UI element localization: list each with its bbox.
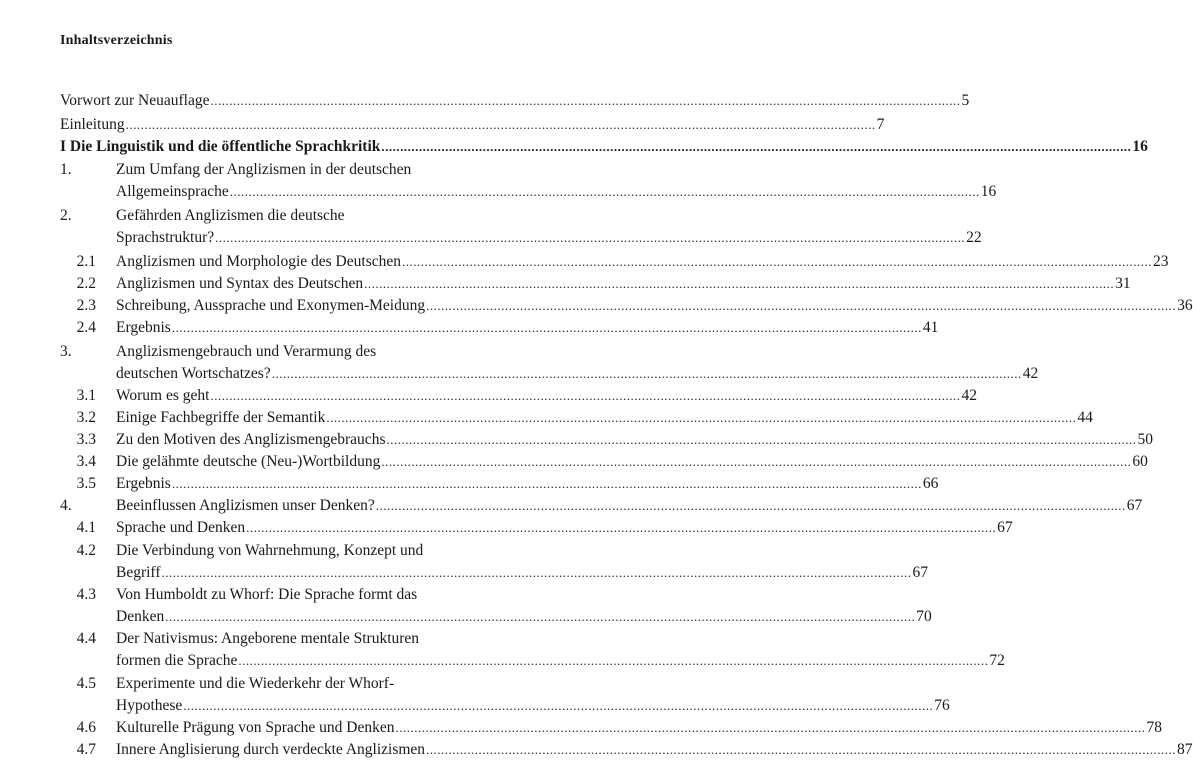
toc-entry-continuation (0, 181, 997, 203)
toc-entry-number: 2.4 (76, 319, 96, 336)
toc-entry[interactable] (0, 717, 1163, 739)
toc-entry-title: formen die Sprache (116, 652, 238, 669)
toc-entry-line (116, 650, 1005, 672)
toc-entry-line (116, 695, 950, 717)
toc-entry-title: Denken (116, 608, 165, 625)
toc-entry[interactable] (0, 739, 1193, 761)
toc-entry-line (116, 341, 496, 363)
dot-leader: ........................................................................................................................................................................................................ (215, 230, 966, 245)
toc-entry[interactable] (0, 584, 560, 606)
toc-entry-page: 78 (1146, 719, 1163, 736)
toc-entry-page: 67 (912, 564, 928, 581)
toc-entry-line (116, 584, 496, 606)
toc-entry-title: Einige Fachbegriffe der Semantik (116, 409, 326, 426)
toc-entry-line (116, 739, 1193, 761)
toc-entry[interactable] (0, 540, 560, 562)
toc-entry-number: 2. (60, 207, 72, 224)
toc-entry-number: 2.3 (76, 297, 96, 314)
toc-entry-number: 4.6 (76, 719, 96, 736)
toc-entry-title: Worum es geht (116, 387, 210, 404)
toc-entry-page: 76 (934, 697, 950, 714)
toc-entry-line (116, 273, 1131, 295)
toc-entry-page: 42 (961, 387, 977, 404)
toc-entry-page: 5 (961, 92, 970, 109)
toc-entry-title: Allgemeinsprache (116, 183, 229, 200)
toc-entry-continuation (0, 606, 932, 628)
toc-entry[interactable] (0, 295, 1193, 317)
toc-entry-page: 31 (1115, 275, 1131, 292)
dot-leader: ........................................................................................................................................................................................................ (326, 410, 1077, 425)
toc-entry-number: 3.5 (76, 475, 96, 492)
toc-entry-number: 1. (60, 161, 72, 178)
toc-entry-line (116, 429, 1153, 451)
toc-entry-line (116, 628, 496, 650)
toc-entry-number: 2.1 (76, 253, 96, 270)
toc-entry-continuation (0, 562, 928, 584)
toc-entry-title: Die gelähmte deutsche (Neu-)Wortbildung (116, 453, 381, 470)
toc-entry-title: deutschen Wortschatzes? (116, 365, 271, 382)
toc-entry-number: 3.3 (76, 431, 96, 448)
toc-entry-line (116, 451, 1148, 473)
toc-entry[interactable] (0, 205, 560, 227)
toc-entry[interactable] (0, 317, 939, 339)
toc-entry-number: 4.1 (76, 519, 96, 536)
toc-entry-title: Die Verbindung von Wahrnehmung, Konzept und (116, 542, 424, 559)
toc-entry-page: 23 (1152, 253, 1169, 270)
toc-entry-title: Begriff (116, 564, 161, 581)
dot-leader: ........................................................................................................................................................................................................ (246, 520, 997, 535)
toc-entry-line (116, 517, 1013, 539)
toc-entry[interactable] (0, 451, 1148, 473)
toc-entry-line (116, 606, 932, 628)
dot-leader: ........................................................................................................................................................................................................ (210, 388, 961, 403)
toc-entry-page: 67 (1126, 497, 1143, 514)
dot-leader: ........................................................................................................................................................................................................ (381, 454, 1132, 469)
toc-entry-page: 41 (922, 319, 939, 336)
toc-entry-line (116, 295, 1193, 317)
toc-entry-continuation (0, 695, 950, 717)
toc-entry-title: Anglizismen und Morphologie des Deutschen (116, 253, 401, 270)
toc-entry-line (116, 473, 939, 495)
toc-entry-page: 16 (1132, 138, 1148, 155)
toc-entry[interactable] (0, 628, 560, 650)
toc-entry-title: Experimente und die Wiederkehr der Whorf- (116, 675, 395, 692)
toc-entry[interactable] (0, 385, 977, 407)
dot-leader: ........................................................................................................................................................................................................ (426, 298, 1177, 313)
toc-entry-line (116, 159, 496, 181)
toc-entry[interactable] (0, 495, 1143, 517)
dot-leader: ........................................................................................................................................................................................................ (210, 93, 961, 108)
toc-entry-line (116, 673, 496, 695)
toc-entry-line (60, 136, 1148, 158)
toc-entry-number: 2.2 (76, 275, 96, 292)
toc-entry-page: 22 (966, 229, 982, 246)
toc-entry-title: Sprachstruktur? (116, 229, 215, 246)
dot-leader: ........................................................................................................................................................................................................ (386, 432, 1137, 447)
dot-leader: ........................................................................................................................................................................................................ (381, 139, 1132, 154)
toc-entry[interactable] (0, 407, 1093, 429)
toc-entry-page: 66 (922, 475, 939, 492)
toc-entry-line (116, 205, 496, 227)
toc-entry-title: Anglizismen und Syntax des Deutschen (116, 275, 364, 292)
toc-entry-page: 42 (1022, 365, 1039, 382)
dot-leader: ........................................................................................................................................................................................................ (401, 254, 1152, 269)
toc-entry[interactable] (0, 517, 1013, 539)
toc-entry-title: Zu den Motiven des Anglizismengebrauchs (116, 431, 386, 448)
toc-entry-page: 70 (916, 608, 932, 625)
toc-entry-title: Gefährden Anglizismen die deutsche (116, 207, 345, 224)
toc-entry-number: 3.1 (76, 387, 96, 404)
toc-entry[interactable] (0, 429, 1153, 451)
dot-leader: ........................................................................................................................................................................................................ (271, 366, 1022, 381)
toc-entry-number: 4.7 (76, 741, 96, 758)
toc-entry-page: 44 (1077, 409, 1093, 426)
toc-entry-page: 72 (989, 652, 1005, 669)
toc-entry-title: Anglizismengebrauch und Verarmung des (116, 343, 377, 360)
toc-entry-line (60, 114, 885, 136)
toc-entry-number: 4.5 (76, 675, 96, 692)
dot-leader: ........................................................................................................................................................................................................ (426, 742, 1177, 757)
toc-entry[interactable] (0, 473, 939, 495)
toc-entry-page: 60 (1132, 453, 1148, 470)
toc-entry-page: 87 (1177, 741, 1193, 758)
dot-leader: ........................................................................................................................................................................................................ (165, 609, 916, 624)
toc-entry-continuation (0, 227, 982, 249)
dot-leader: ........................................................................................................................................................................................................ (375, 498, 1126, 513)
toc-entry-line (116, 227, 982, 249)
toc-entry[interactable] (0, 90, 970, 112)
toc-entry-line (116, 717, 1163, 739)
toc-entry-title: Der Nativismus: Angeborene mentale Strukturen (116, 630, 420, 647)
toc-entry-number: 3. (60, 343, 72, 360)
toc-entry-title: Kulturelle Prägung von Sprache und Denken (116, 719, 395, 736)
toc-entry-line (116, 385, 977, 407)
toc-entry-number: 4.4 (76, 630, 96, 647)
toc-entry-number: 4.3 (76, 586, 96, 603)
toc-heading: Inhaltsverzeichnis (60, 33, 173, 48)
toc-entry-title: Ergebnis (116, 319, 171, 336)
toc-entry-line (116, 562, 928, 584)
toc-entry-title: Zum Umfang der Anglizismen in der deutschen (116, 161, 412, 178)
toc-entry[interactable] (0, 114, 885, 136)
toc-entry-line (60, 90, 970, 112)
toc-entry-continuation (0, 650, 1005, 672)
dot-leader: ........................................................................................................................................................................................................ (125, 117, 876, 132)
toc-entry-title: Innere Anglisierung durch verdeckte Anglizismen (116, 741, 426, 758)
toc-entry[interactable] (0, 273, 1131, 295)
dot-leader: ........................................................................................................................................................................................................ (238, 653, 989, 668)
toc-entry-line (116, 540, 496, 562)
dot-leader: ........................................................................................................................................................................................................ (171, 476, 922, 491)
toc-entry[interactable] (0, 136, 1148, 158)
toc-entry-number: 4.2 (76, 542, 96, 559)
toc-entry-title: Einleitung (60, 116, 125, 133)
toc-entry-line (116, 407, 1093, 429)
dot-leader: ........................................................................................................................................................................................................ (229, 184, 980, 199)
toc-entry-title: Vorwort zur Neuauflage (60, 92, 210, 109)
toc-entry-page: 67 (997, 519, 1013, 536)
dot-leader: ........................................................................................................................................................................................................ (395, 720, 1146, 735)
toc-entry-line (116, 495, 1143, 517)
toc-entry-continuation (0, 363, 1039, 385)
toc-entry-line (116, 363, 1039, 385)
toc-entry-title: Ergebnis (116, 475, 171, 492)
toc-entry[interactable] (0, 251, 1169, 273)
toc-entry-title: Hypothese (116, 697, 183, 714)
toc-entry-line (116, 251, 1169, 273)
dot-leader: ........................................................................................................................................................................................................ (161, 565, 912, 580)
dot-leader: ........................................................................................................................................................................................................ (171, 320, 922, 335)
toc-entry[interactable] (0, 673, 560, 695)
toc-entry-line (116, 317, 939, 339)
toc-entry-line (116, 181, 997, 203)
toc-entry-page: 36 (1177, 297, 1193, 314)
toc-entry-number: 4. (60, 497, 72, 514)
toc-entry-title: Schreibung, Aussprache und Exonymen-Meidung (116, 297, 426, 314)
toc-entry-page: 16 (980, 183, 997, 200)
toc-entry-number: 3.2 (76, 409, 96, 426)
toc-entry-title: Beeinflussen Anglizismen unser Denken? (116, 497, 375, 514)
dot-leader: ........................................................................................................................................................................................................ (183, 698, 934, 713)
dot-leader: ........................................................................................................................................................................................................ (364, 276, 1115, 291)
toc-entry[interactable] (0, 341, 560, 363)
toc-entry-title: Von Humboldt zu Whorf: Die Sprache formt das (116, 586, 418, 603)
toc-entry-title: Sprache und Denken (116, 519, 246, 536)
toc-entry-page: 50 (1137, 431, 1153, 448)
toc-entry-title: I Die Linguistik und die öffentliche Sprachkritik (60, 138, 381, 155)
toc-entry[interactable] (0, 159, 560, 181)
toc-entry-page: 7 (876, 116, 885, 133)
toc-entry-number: 3.4 (76, 453, 96, 470)
